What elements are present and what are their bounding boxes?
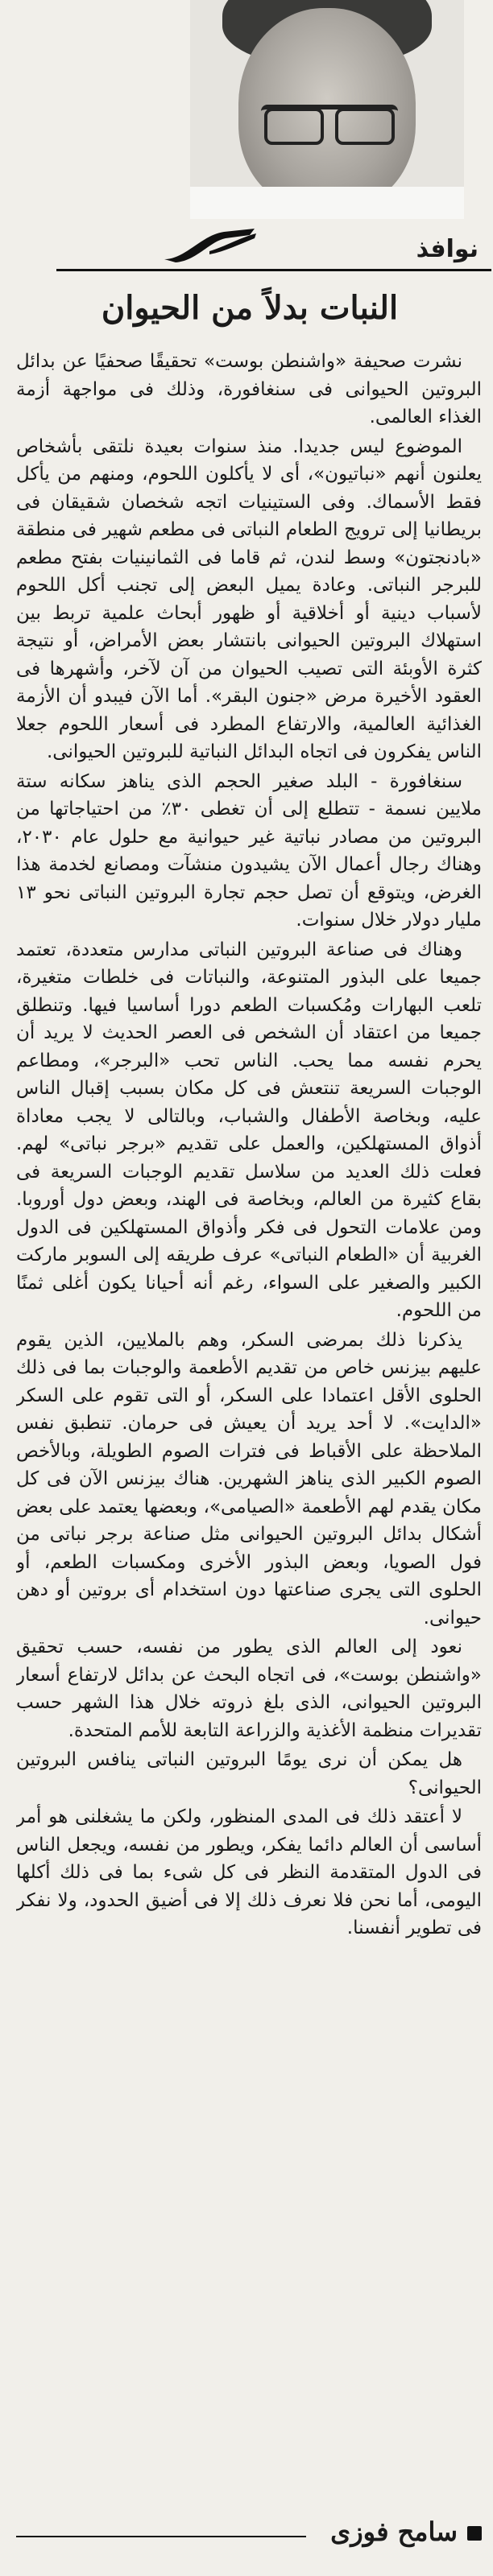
swoosh-icon <box>161 227 258 264</box>
headline: النبات بدلاً من الحيوان <box>101 289 399 327</box>
byline-square-icon <box>467 2526 482 2541</box>
section-label: نوافذ <box>416 235 478 263</box>
paragraph: يذكرنا ذلك بمرضى السكر، وهم بالملايين، الذين يقوم عليهم بيزنس خاص من تقديم الأطعمة والوجبات بما فى ذلك الحلوى الأقل اعتمادا على السكر، أو التى تقوم على السكر «الدايت». لا أحد يريد أن يعيش فى حرمان. تنطبق نفس الملاحظة على الأقباط فى فترات الصوم الطويلة، وبالأخص الصوم الكبير الذى يناهز الشهرين. هناك بيزنس الآن فى كل مكان يقدم لهم الأطعمة «الصيامى»، وبعضها يعتمد على بعض أشكال بدائل البروتين الحيوانى مثل صناعة برجر نباتى من فول الصويا، وبعض البذور الأخرى ومكسبات الطعم، أو الحلوى التى يجرى صناعتها دون استخدام أى بروتين أو دهن حيوانى. <box>16 1329 482 1629</box>
paragraph: نشرت صحيفة «واشنطن بوست» تحقيقًا صحفيًا عن بدائل البروتين الحيوانى فى سنغافورة، وذلك فى مواجهة أزمة الغذاء العالمى. <box>16 351 482 427</box>
article-body <box>16 348 482 2489</box>
divider <box>16 2536 306 2537</box>
author-photo <box>190 0 464 219</box>
byline <box>16 2508 482 2560</box>
paragraph: سنغافورة - البلد صغير الحجم الذى يناهز سكانه ستة ملايين نسمة - تتطلع إلى أن تغطى ٣٠٪ من احتياجاتها من البروتين من مصادر نباتية غير حيوانية مع حلول عام ٢٠٣٠، وهناك رجال أعمال الآن يشيدون منشآت ومصانع لخدمة هذا الغرض، ويتوقع أن تصل حجم تجارة البروتين النباتى نحو ١٣ مليار دولار خلال سنوات. <box>16 770 482 931</box>
paragraph: لا أعتقد ذلك فى المدى المنظور، ولكن ما يشغلنى هو أمر أساسى أن العالم دائما يفكر، ويطور من نفسه، ويجعل الناس فى الدول المتقدمة النظر فى كل شىء بما فى ذلك أكلها اليومى، أما نحن فلا نعرف ذلك إلا فى أضيق الحدود، ولا نفكر فى تطوير أنفسنا. <box>16 1806 482 1938</box>
paragraph: الموضوع ليس جديدا. منذ سنوات بعيدة نلتقى بأشخاص يعلنون أنهم «نباتيون»، أى لا يأكلون اللحوم، ومنهم من يأكل فقط الأسماك. وفى الستينيات اتجه شخصان شقيقان فى بريطانيا إلى ترويج الطعام النباتى فى مطعم شهير فى منطقة «بادنجتون» وسط لندن، ثم قاما فى الثمانينيات بفتح مطعم للبرجر النباتى. وعادة يميل البعض إلى تجنب أكل اللحوم لأسباب دينية أو أخلاقية أو ظهور أبحاث علمية تربط بين استهلاك البروتين الحيوانى بانتشار بعض الأمراض، أو نتيجة كثرة الأوبئة التى تصيب الحيوان من آن لآخر، وأشهرها فى العقود الأخيرة مرض «جنون البقر». أما الآن فيبدو أن الأزمة الغذائية العالمية، والارتفاع المطرد فى أسعار اللحوم جعلا الناس يفكرون فى اتجاه البدائل النباتية للبروتين الحيوانى. <box>16 436 482 762</box>
section-header <box>56 224 491 271</box>
paragraph: هل يمكن أن نرى يومًا البروتين النباتى ينافس البروتين الحيوانى؟ <box>16 1749 482 1798</box>
paragraph: وهناك فى صناعة البروتين النباتى مدارس متعددة، تعتمد جميعا على البذور المتنوعة، والنباتات فى خلطات متغيرة، تلعب البهارات ومُكسبات الطعم دورا أساسيا فيها. وتنطلق جميعا من اعتقاد أن الشخص فى العصر الحديث لا يريد أن يحرم نفسه مما يحب. الناس تحب «البرجر»، ومطاعم الوجبات السريعة تنتعش فى كل مكان بسبب إقبال الناس عليه، وبخاصة الأطفال والشباب، وبالتالى لا يجب معاداة أذواق المستهلكين، والعمل على تقديم «برجر نباتى» لهم. فعلت ذلك العديد من سلاسل تقديم الوجبات السريعة فى بقاع كثيرة من العالم، وبخاصة فى الهند، وبعض دول أوروبا. ومن علامات التحول فى فكر وأذواق المستهلكين فى الدول الغربية أن «الطعام النباتى» عرف طريقه إلى السوبر ماركت الكبير والصغير على السواء، رغم أنه أحيانا يكون أغلى ثمنًا من اللحوم. <box>16 939 482 1321</box>
paragraph: نعود إلى العالم الذى يطور من نفسه، حسب تحقيق «واشنطن بوست»، فى اتجاه البحث عن بدائل لارتفاع أسعار البروتين الحيوانى، الذى بلغ ذروته خلال هذا الشهر حسب تقديرات منظمة الأغذية والزراعة التابعة للأمم المتحدة. <box>16 1637 482 1741</box>
author-name: سامح فوزى <box>330 2516 458 2547</box>
